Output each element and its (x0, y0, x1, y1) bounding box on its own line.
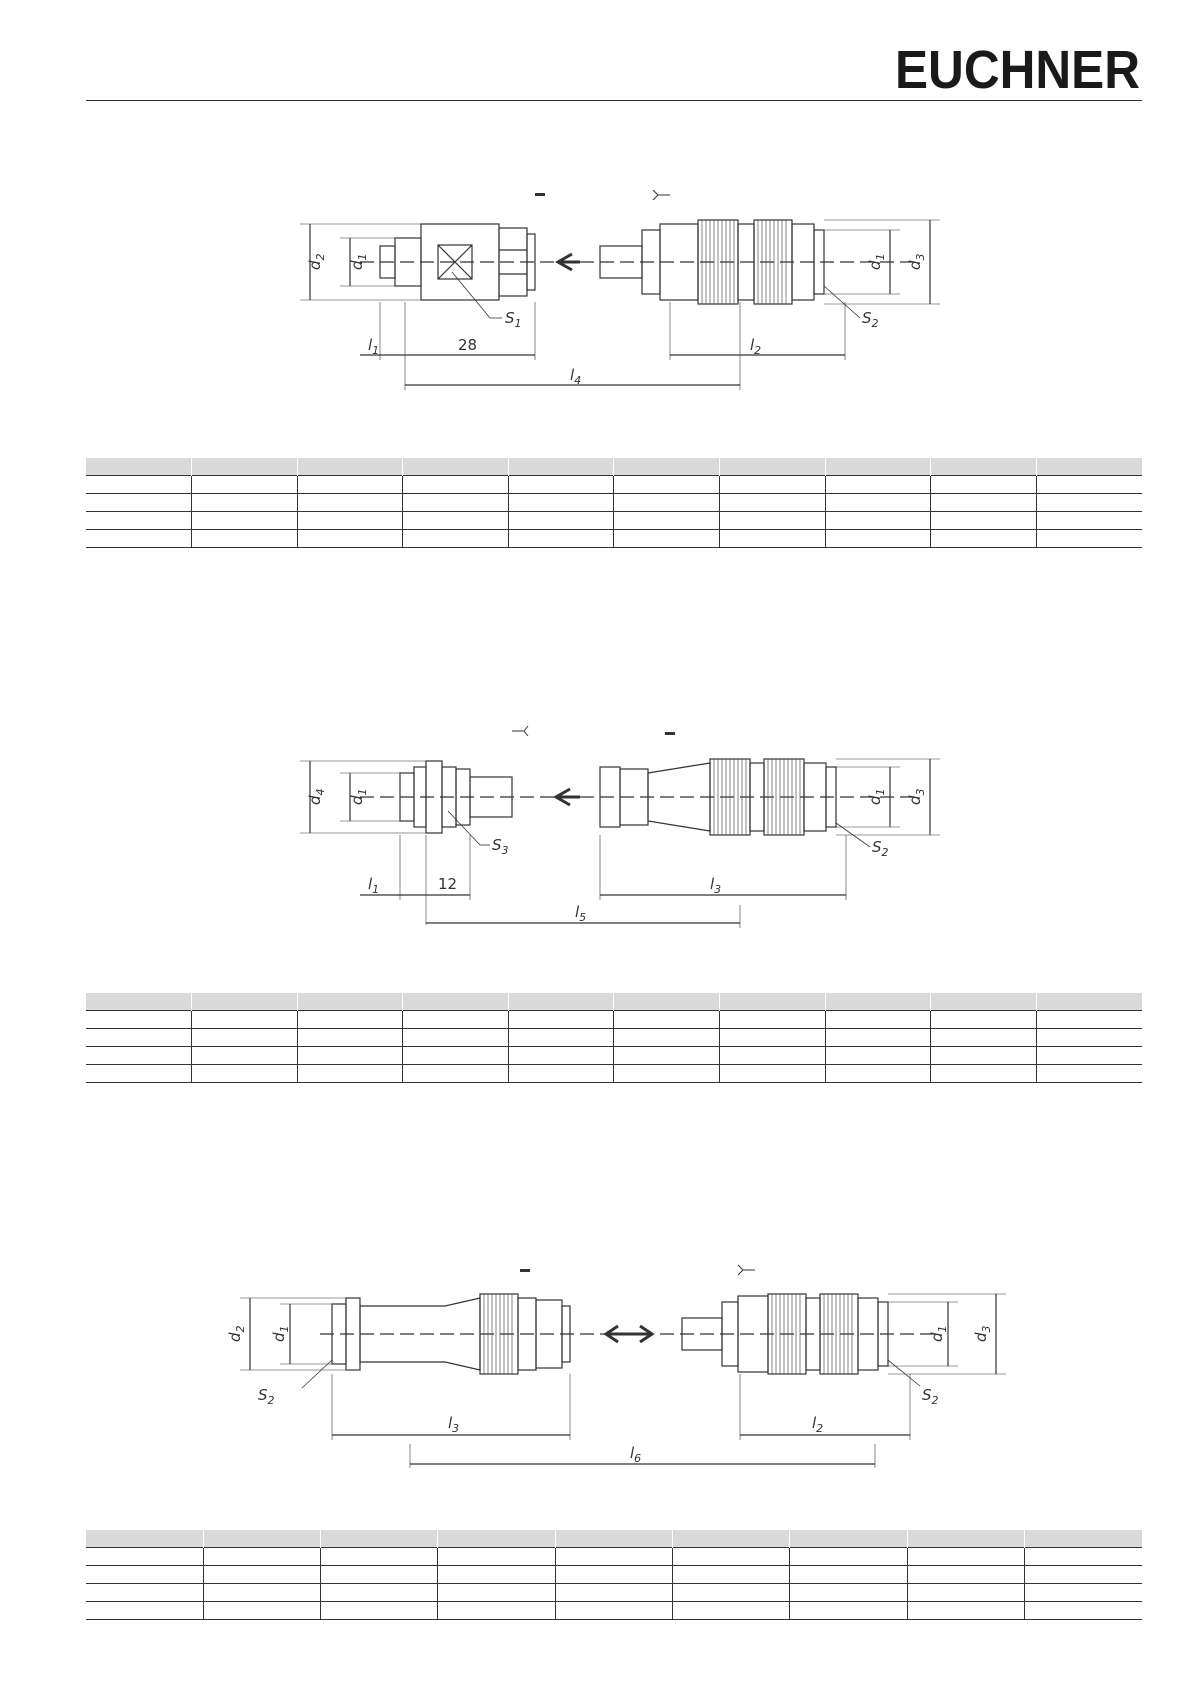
table-row (86, 1584, 1142, 1602)
svg-text:d1 (270, 1325, 291, 1342)
table-row (86, 1548, 1142, 1566)
label-d3-sub: 3 (914, 788, 927, 796)
label-d1-right-sub: 1 (874, 253, 887, 261)
label-d4: d (306, 795, 324, 805)
table-row (86, 1602, 1142, 1620)
label-d3: d (906, 260, 924, 270)
table-row (86, 1566, 1142, 1584)
euchner-logo (895, 38, 1155, 98)
svg-text:d3 (906, 788, 927, 805)
svg-text:S2 (922, 1386, 939, 1407)
label-d1-right-sub: 1 (936, 1325, 949, 1333)
table-1 (86, 458, 1142, 548)
label-d2-sub: 2 (234, 1325, 247, 1333)
label-d3-sub: 3 (980, 1325, 993, 1333)
label-l1: l (368, 336, 373, 354)
label-s2-left-sub: 2 (267, 1394, 275, 1407)
table-row (86, 1029, 1142, 1047)
label-d1-right: d (866, 795, 884, 805)
label-d1-left: d (348, 795, 366, 805)
table-row (86, 1065, 1142, 1083)
label-s2-right-sub: 2 (931, 1394, 939, 1407)
svg-text:S1 (505, 309, 522, 330)
label-d4-sub: 4 (314, 788, 327, 796)
label-s2-sub: 2 (881, 846, 889, 859)
svg-text:d3 (906, 253, 927, 270)
label-l2-sub: 2 (754, 344, 762, 357)
svg-text:d1 (866, 788, 887, 805)
svg-text:l1 (368, 336, 379, 357)
svg-text:d1 (928, 1325, 949, 1342)
label-d1-right-sub: 1 (874, 788, 887, 796)
label-d3: d (972, 1332, 990, 1342)
label-s3-sub: 3 (501, 844, 509, 857)
label-l3-sub: 3 (452, 1422, 460, 1435)
svg-text:S2 (258, 1386, 275, 1407)
label-l2-sub: 2 (816, 1422, 824, 1435)
label-l3: l (710, 875, 715, 893)
svg-text:S2 (872, 838, 889, 859)
label-l4-sub: 4 (574, 374, 582, 387)
label-l6: l (630, 1444, 635, 1462)
svg-text:S3 (492, 836, 509, 857)
table-row (86, 512, 1142, 530)
svg-text:d1 (866, 253, 887, 270)
label-d3-sub: 3 (914, 253, 927, 261)
label-d1-right: d (866, 260, 884, 270)
label-d2: d (306, 260, 324, 270)
label-s2-left: S (258, 1386, 268, 1404)
drawing-1 (280, 190, 960, 410)
svg-text:l1 (368, 875, 379, 896)
table-row (86, 476, 1142, 494)
svg-text:d4 (306, 788, 327, 805)
label-d2: d (226, 1332, 244, 1342)
label-l1-sub: 1 (372, 883, 380, 896)
label-d1-right: d (928, 1332, 946, 1342)
svg-text:l5 (575, 903, 586, 924)
drawing-2 (280, 725, 960, 945)
svg-text:S2 (862, 309, 879, 330)
label-d1-left: d (270, 1332, 288, 1342)
table-row (86, 1011, 1142, 1029)
dim-12: 12 (438, 875, 458, 893)
svg-text:d1 (348, 253, 369, 270)
label-d3: d (906, 795, 924, 805)
label-s2: S (862, 309, 872, 327)
label-s2-sub: 2 (871, 317, 879, 330)
svg-text:l3 (710, 875, 721, 896)
label-l5: l (575, 903, 580, 921)
label-s1-sub: 1 (514, 317, 522, 330)
header-rule (86, 100, 1142, 101)
label-l2: l (750, 336, 755, 354)
label-l1: l (368, 875, 373, 893)
table-row (86, 530, 1142, 548)
svg-text:d3 (972, 1325, 993, 1342)
label-d1-left-sub: 1 (356, 788, 369, 796)
label-l4: l (570, 366, 575, 384)
label-s2-right: S (922, 1386, 932, 1404)
label-l6-sub: 6 (634, 1452, 642, 1465)
svg-text:d2 (306, 253, 327, 270)
table-row (86, 494, 1142, 512)
svg-text:l4 (570, 366, 581, 387)
svg-text:l2 (750, 336, 761, 357)
label-l5-sub: 5 (579, 911, 587, 924)
table-3 (86, 1530, 1142, 1620)
label-d1-left-sub: 1 (278, 1325, 291, 1333)
svg-text:l3 (448, 1414, 459, 1435)
label-l1-sub: 1 (372, 344, 380, 357)
drawing-3 (220, 1262, 1020, 1472)
brand-name: EUCHNER (895, 40, 1140, 98)
svg-text:l6 (630, 1444, 641, 1465)
dim-28: 28 (458, 336, 478, 354)
svg-text:d2 (226, 1325, 247, 1342)
svg-text:l2 (812, 1414, 823, 1435)
svg-text:d1 (348, 788, 369, 805)
label-l2: l (812, 1414, 817, 1432)
label-d1-left: d (348, 260, 366, 270)
label-d2-sub: 2 (314, 253, 327, 261)
label-s3: S (492, 836, 502, 854)
table-row (86, 1047, 1142, 1065)
label-s1: S (505, 309, 515, 327)
table-2 (86, 993, 1142, 1083)
label-s2: S (872, 838, 882, 856)
label-d1-left-sub: 1 (356, 253, 369, 261)
label-l3-sub: 3 (714, 883, 722, 896)
label-l3: l (448, 1414, 453, 1432)
